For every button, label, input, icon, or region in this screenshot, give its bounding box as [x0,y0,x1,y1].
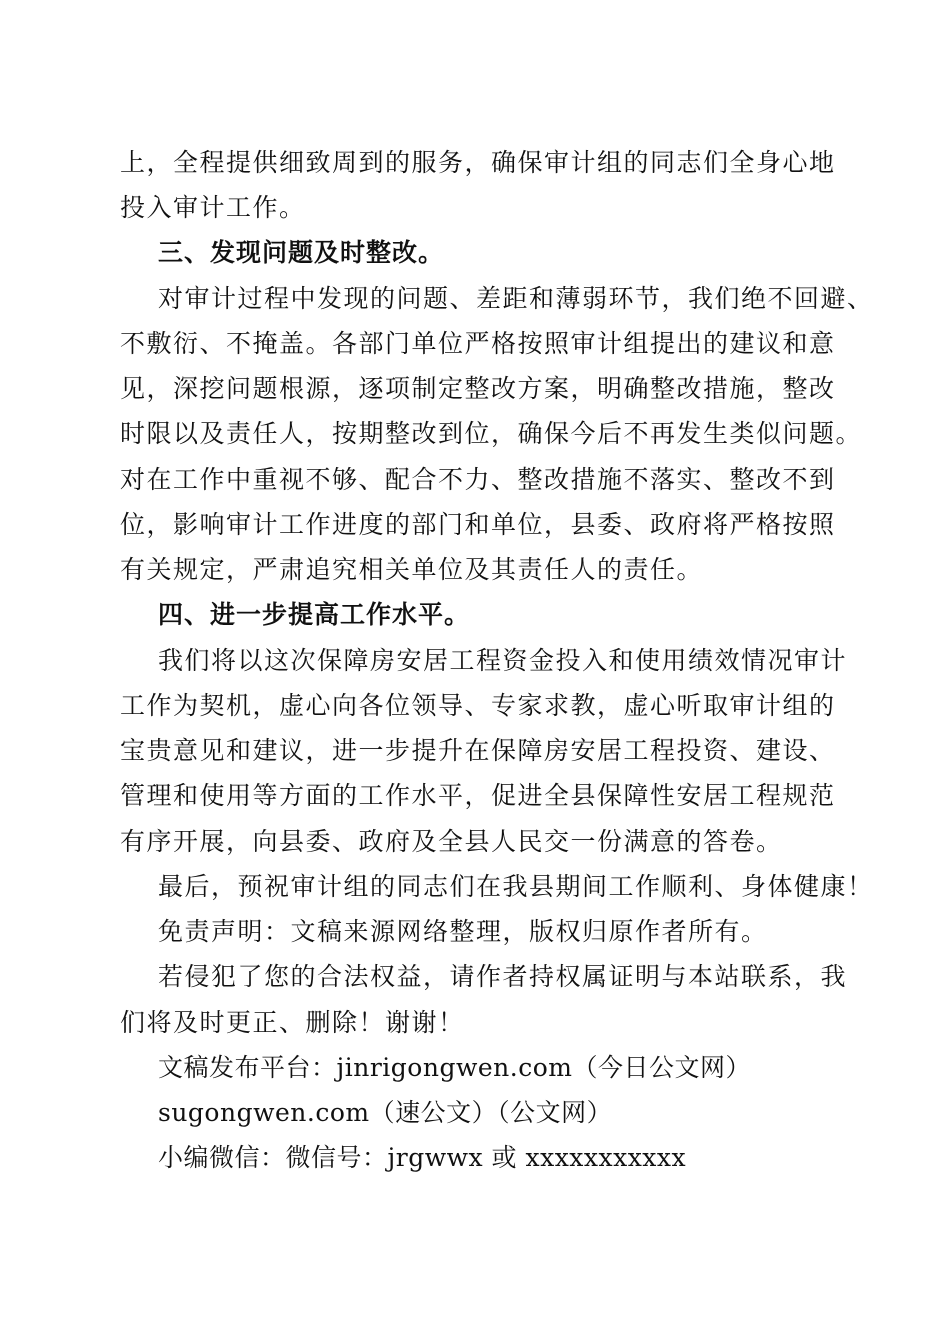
section-heading-4: 四、进一步提高工作水平。 [158,600,471,629]
body-text-line: 时限以及责任人，按期整改到位，确保今后不再发生类似问题。 [120,419,863,448]
body-text-line: 投入审计工作。 [120,193,306,222]
body-text-line: 见，深挖问题根源，逐项制定整改方案，明确整改措施，整改 [120,374,836,403]
body-text-line: 上，全程提供细致周到的服务，确保审计组的同志们全身心地 [120,148,836,177]
disclaimer-line: 免责声明：文稿来源网络整理，版权归原作者所有。 [158,917,768,946]
disclaimer-line: 若侵犯了您的合法权益，请作者持权属证明与本站联系，我 [158,962,848,991]
body-text-line: 不敷衍、不掩盖。各部门单位严格按照审计组提出的建议和意 [120,329,836,358]
body-text-line: 对审计过程中发现的问题、差距和薄弱环节，我们绝不回避、 [158,284,874,313]
body-text-line: 宝贵意见和建议，进一步提升在保障房安居工程投资、建设、 [120,736,836,765]
closing-line: 最后，预祝审计组的同志们在我县期间工作顺利、身体健康！ [158,872,874,901]
wechat-line: 小编微信：微信号：jrgwwx 或 xxxxxxxxxxx [158,1143,687,1172]
body-text-line: 管理和使用等方面的工作水平，促进全县保障性安居工程规范 [120,781,836,810]
publish-platform-line: sugongwen.com（速公文）（公文网） [158,1098,613,1127]
body-text-line: 我们将以这次保障房安居工程资金投入和使用绩效情况审计 [158,646,848,675]
section-heading-3: 三、发现问题及时整改。 [158,238,445,267]
body-text-line: 位，影响审计工作进度的部门和单位，县委、政府将严格按照 [120,510,836,539]
publish-platform-line: 文稿发布平台：jinrigongwen.com（今日公文网） [158,1053,751,1082]
body-text-line: 有序开展，向县委、政府及全县人民交一份满意的答卷。 [120,827,783,856]
disclaimer-line: 们将及时更正、删除！谢谢！ [120,1008,465,1037]
body-text-line: 对在工作中重视不够、配合不力、整改措施不落实、整改不到 [120,465,836,494]
body-text-line: 有关规定，严肃追究相关单位及其责任人的责任。 [120,555,704,584]
body-text-line: 工作为契机，虚心向各位领导、专家求教，虚心听取审计组的 [120,691,836,720]
